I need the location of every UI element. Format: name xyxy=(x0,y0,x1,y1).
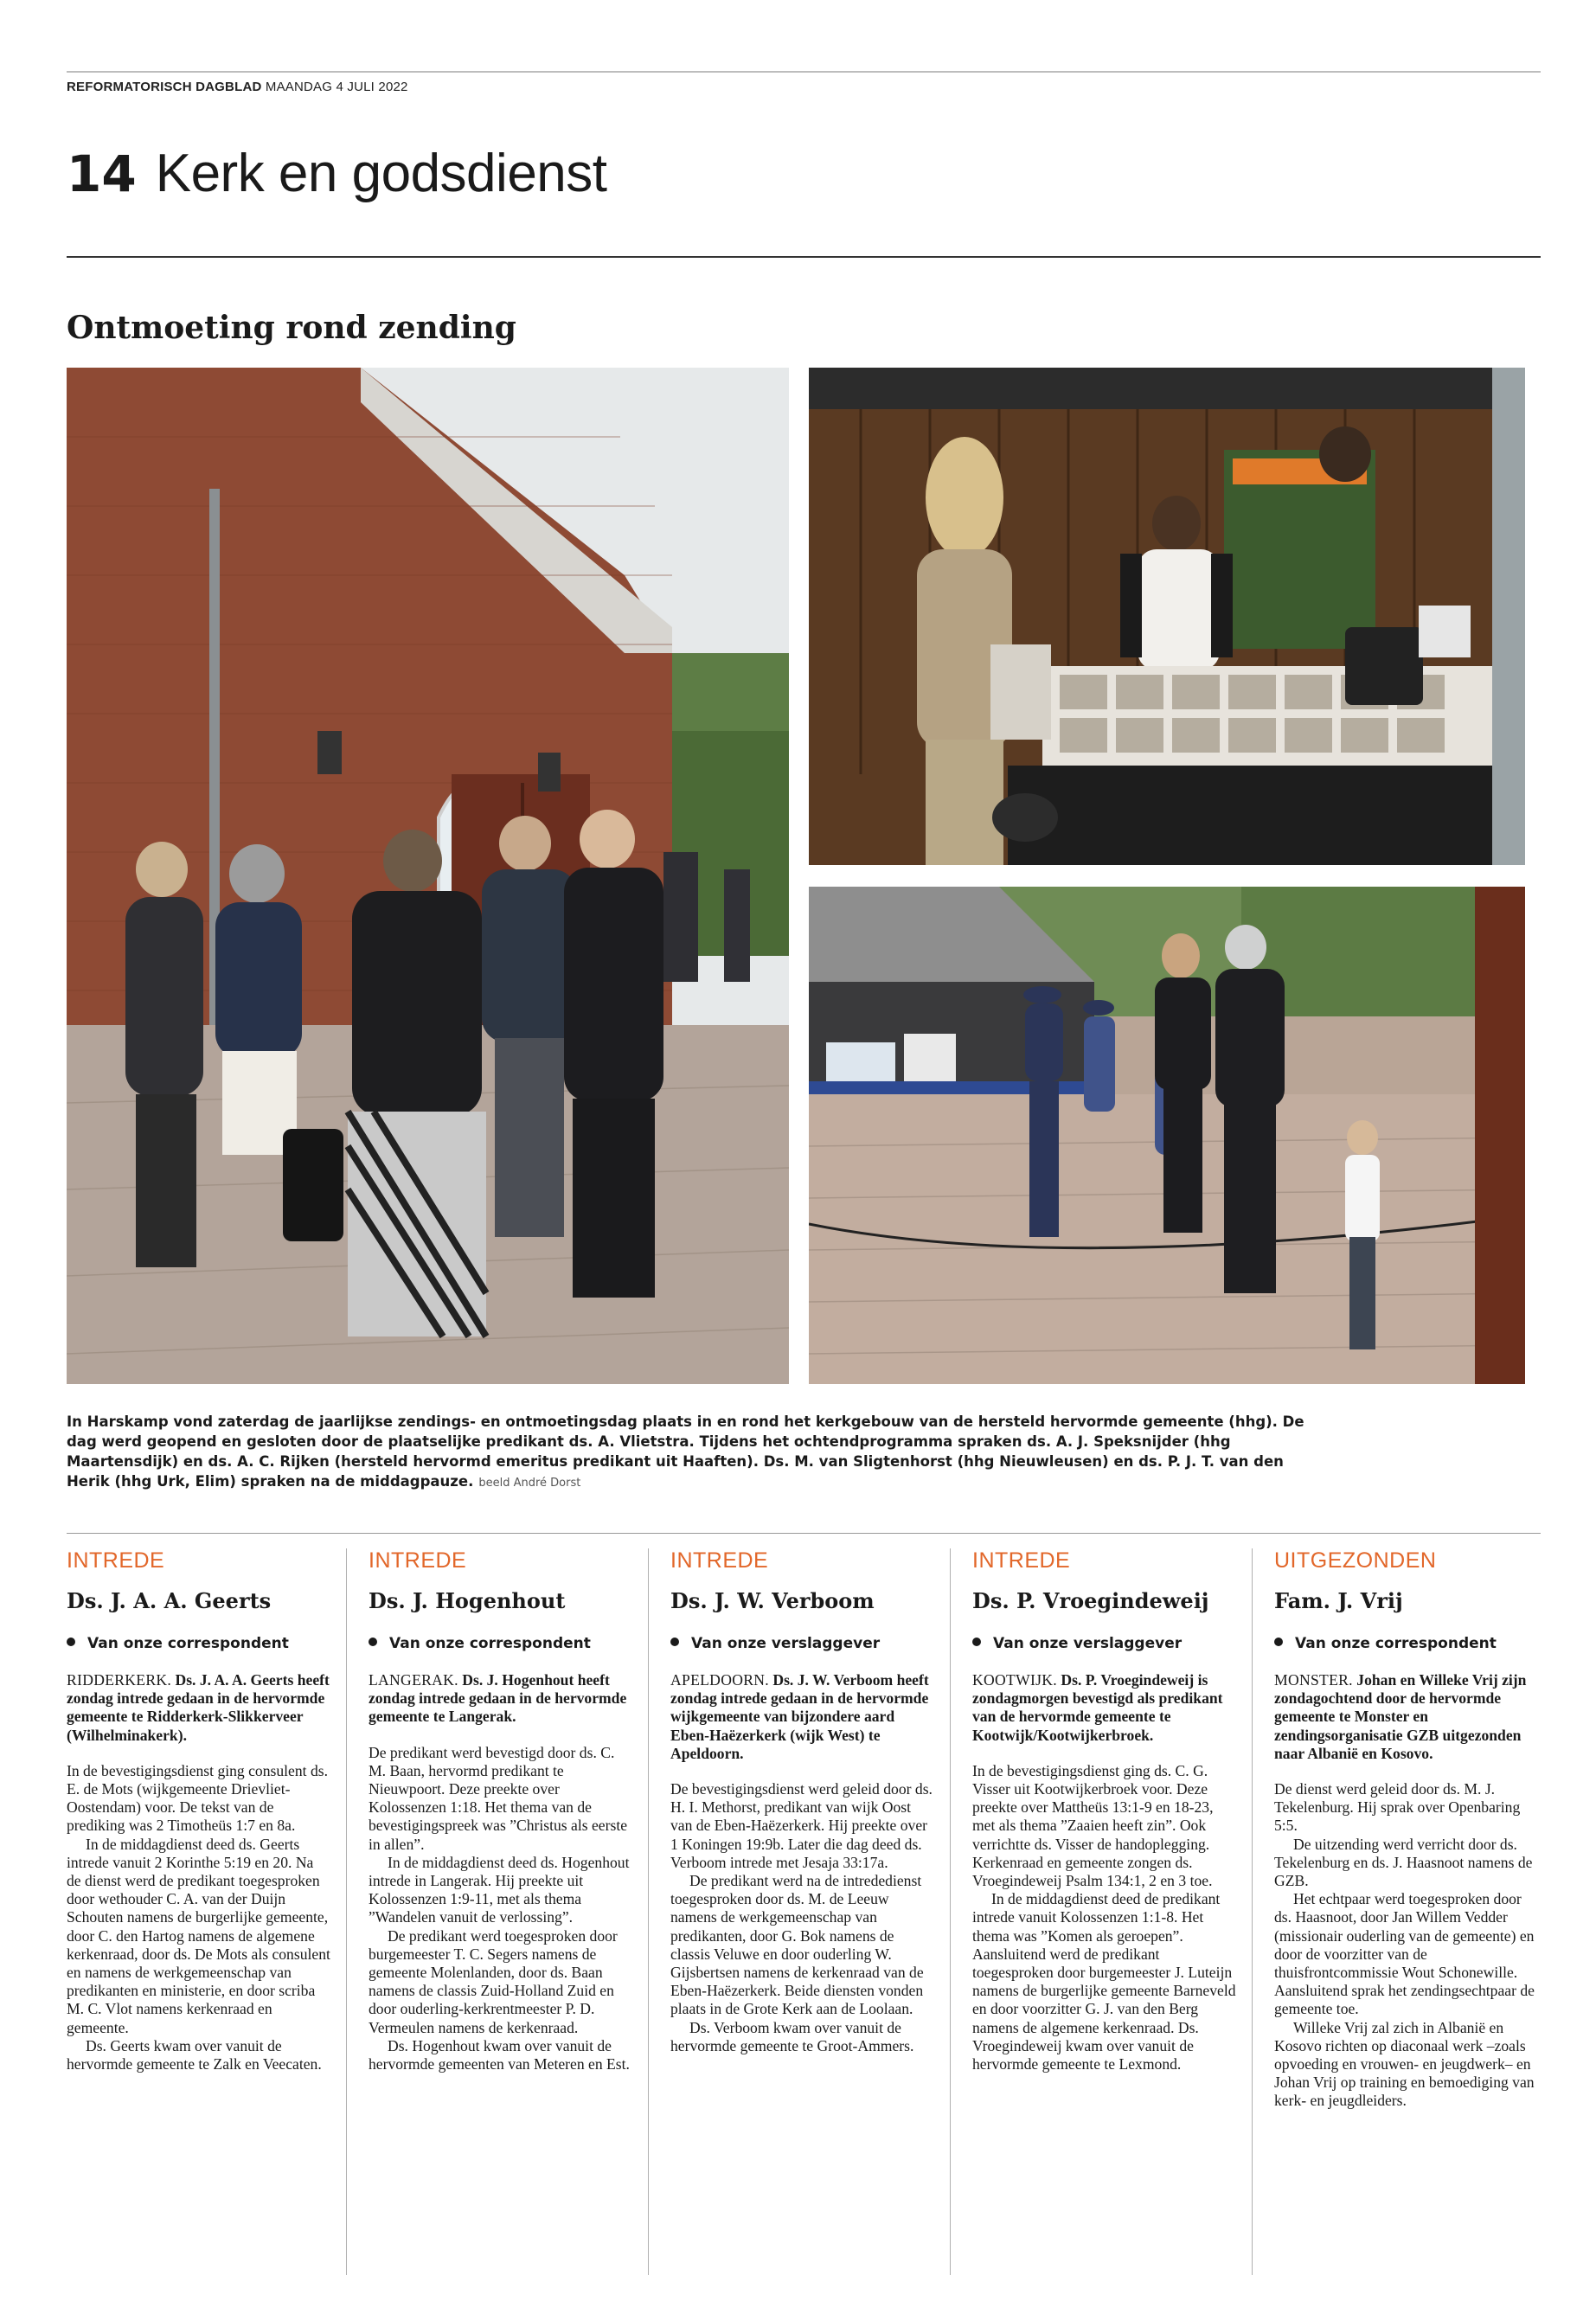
masthead-rule xyxy=(67,71,1541,73)
article-body xyxy=(1274,1671,1541,2111)
photo-caption xyxy=(67,1412,1330,1493)
article-kicker: INTREDE xyxy=(670,1548,769,1573)
articles-rule xyxy=(67,1533,1541,1534)
photo-credit: beeld André Dorst xyxy=(478,1477,581,1490)
article-body xyxy=(67,1671,331,2073)
courtyard-photo xyxy=(809,887,1525,1384)
article-byline xyxy=(670,1635,935,1657)
paper-name: REFORMATORISCH DAGBLAD xyxy=(67,80,262,94)
bullet-icon xyxy=(972,1638,981,1646)
bullet-icon xyxy=(369,1638,377,1646)
column-separator xyxy=(950,1548,951,2275)
paragraph: In de bevestigingsdienst ging ds. C. G. Visser uit Kootwijkerbroek voor. Deze preekte over Mattheüs 13:1-9 en 18-23, met als thema ”Zaaien heeft zin”. Ook verrichtte ds. Visser de handoplegging. Kerkenraad en gemeente zongen ds. Vroegindeweij Psalm 134:1, 2 en 3 toe. xyxy=(972,1761,1214,1890)
paragraph: Het echtpaar werd toegesproken door ds. Haasnoot, door Jan Willem Vedder (missionair ouderling van de gemeente) en door de voorzitter van de thuisfrontcommissie Wout Schonewille. Aansluitend sprak het zendingsechtpaar de gemeente toe. xyxy=(1274,1890,1535,2018)
column-separator xyxy=(1252,1548,1253,2275)
church-exterior-photo xyxy=(67,368,789,1384)
article-kicker: INTREDE xyxy=(67,1548,165,1573)
bullet-icon xyxy=(1274,1638,1283,1646)
article-lead xyxy=(67,1671,331,1745)
article-kicker: INTREDE xyxy=(972,1548,1071,1573)
article-lead xyxy=(972,1671,1237,1745)
article-byline xyxy=(67,1635,331,1657)
lead-text: Ds. J. Hogenhout heeft zondag intrede gedaan in de hervormde gemeente te Langerak. xyxy=(369,1671,627,1726)
paragraph: De predikant werd na de intrededienst toegesproken door ds. M. de Leeuw namens de werkgemeenschap van predikanten, door G. Bok namens de classis Veluwe en door ouderling W. Gijsbertsen namens de kerkenraad van de Eben-Haëzerkerk. Beide diensten vonden plaats in de Grote Kerk aan de Loolaan. xyxy=(670,1872,924,2018)
paragraph: In de middagdienst deed de predikant intrede vanuit Kolossenzen 1:1-8. Het thema was ”Komen als geroepen”. Aansluitend werd de predikant toegesproken door burgemeester J. Luteijn namens de burgerlijke gemeente Barneveld en door voorzitter G. J. van den Berg namens de algemene kerkenraad. Ds. Vroegindeweij kwam over vanuit de hervormde gemeente te Lexmond. xyxy=(972,1890,1236,2073)
paragraph: De dienst werd geleid door ds. M. J. Tekelenburg. Hij sprak over Openbaring 5:5. xyxy=(1274,1780,1521,1835)
issue-date: MAANDAG 4 JULI 2022 xyxy=(265,80,408,94)
article-lead xyxy=(670,1671,935,1763)
bullet-icon xyxy=(67,1638,75,1646)
article-kicker: INTREDE xyxy=(369,1548,467,1573)
article-body xyxy=(369,1671,633,2073)
paragraph: In de bevestigingsdienst ging consulent ds. E. de Mots (wijkgemeente Drievliet-Oostendam) voor. De tekst van de prediking was 2 Timotheüs 1:7 en 8a. xyxy=(67,1761,328,1835)
article-vroegindeweij xyxy=(972,1548,1237,2073)
paragraph: Ds. Verboom kwam over vanuit de hervormde gemeente te Groot-Ammers. xyxy=(670,2018,914,2054)
paragraph: In de middagdienst deed ds. Geerts intrede vanuit 2 Korinthe 5:19 en 20. Na de dienst werd de predikant toegesproken door wethouder C. A. van der Duijn Schouten namens de burgerlijke gemeente, door C. den Hartog namens de algemene kerkenraad, door ds. De Mots als consulent en namens de werkgemeenschap van predikanten en ministerie, en door scriba M. C. Vlot namens kerkenraad en gemeente. xyxy=(67,1835,330,2036)
lead-text: Johan en Willeke Vrij zijn zondagochtend door de hervormde gemeente te Monster en zendingsorganisatie GZB uitgezonden naar Albanië en Kosovo. xyxy=(1274,1671,1527,1762)
page-number: 14 xyxy=(67,144,137,203)
article-body xyxy=(670,1671,935,2055)
story-title: Ontmoeting rond zending xyxy=(67,310,516,346)
page-header xyxy=(67,144,607,204)
dateline: KOOTWIJK. xyxy=(972,1671,1057,1689)
article-headline: Ds. J. A. A. Geerts xyxy=(67,1588,272,1613)
byline-text: Van onze correspondent xyxy=(1295,1635,1497,1652)
lead-text: Ds. J. W. Verboom heeft zondag intrede gedaan in de hervormde wijkgemeente van bijzondere aard Eben-Haëzerkerk (wijk West) te Apeldoorn. xyxy=(670,1671,929,1762)
article-byline xyxy=(1274,1635,1541,1657)
article-headline: Fam. J. Vrij xyxy=(1274,1588,1403,1613)
lead-text: Ds. P. Vroegindeweij is zondagmorgen bevestigd als predikant van de hervormde gemeente te Kootwijk/Kootwijkerbroek. xyxy=(972,1671,1223,1744)
dateline: RIDDERKERK. xyxy=(67,1671,172,1689)
bullet-icon xyxy=(670,1638,679,1646)
article-headline: Ds. J. W. Verboom xyxy=(670,1588,875,1613)
byline-text: Van onze correspondent xyxy=(87,1635,289,1652)
paragraph: De uitzending werd verricht door ds. Tekelenburg en ds. J. Haasnoot namens de GZB. xyxy=(1274,1835,1533,1890)
paragraph: Ds. Hogenhout kwam over vanuit de hervormde gemeenten van Meteren en Est. xyxy=(369,2036,630,2073)
article-vrij xyxy=(1274,1548,1541,2111)
masthead xyxy=(67,80,408,94)
article-headline: Ds. P. Vroegindeweij xyxy=(972,1588,1209,1613)
paragraph: De predikant werd bevestigd door ds. C. M. Baan, hervormd predikant te Nieuwpoort. Deze preekte over Kolossenzen 1:18. Het thema van de bevestigingspreek was ”Christus als eerste in allen”. xyxy=(369,1743,628,1853)
article-headline: Ds. J. Hogenhout xyxy=(369,1588,566,1613)
column-separator xyxy=(648,1548,649,2275)
byline-text: Van onze verslaggever xyxy=(993,1635,1183,1652)
article-lead xyxy=(369,1671,633,1727)
dateline: MONSTER. xyxy=(1274,1671,1353,1689)
caption-text: In Harskamp vond zaterdag de jaarlijkse zendings- en ontmoetingsdag plaats in en rond het kerkgebouw van de hersteld hervormde gemeente (hhg). De dag werd geopend en gesloten door de plaatselijke predikant ds. A. Vlietstra. Tijdens het ochtendprogramma spraken ds. A. J. Speksnijder (hhg Maartensdijk) en ds. A. C. Rijken (hersteld hervormd emeritus predikant uit Haaften). Ds. M. van Sligtenhorst (hhg Nieuwleusen) en ds. P. J. T. van den Herik (hhg Urk, Elim) spraken na de middagpauze. xyxy=(67,1413,1304,1490)
dateline: APELDOORN. xyxy=(670,1671,769,1689)
dateline: LANGERAK. xyxy=(369,1671,458,1689)
lead-text: Ds. J. A. A. Geerts heeft zondag intrede gedaan in de hervormde gemeente te Ridderkerk-Slikkerveer (Wilhelminakerk). xyxy=(67,1671,330,1744)
paragraph: De bevestigingsdienst werd geleid door ds. H. I. Methorst, predikant van wijk Oost van de Eben-Haëzerkerk. Hij preekte over 1 Koningen 19:9b. Later die dag deed ds. Verboom intrede met Jesaja 33:17a. xyxy=(670,1780,933,1871)
article-byline xyxy=(972,1635,1237,1657)
paragraph: In de middagdienst deed ds. Hogenhout intrede in Langerak. Hij preekte uit Kolossenzen 1:9-11, met als thema ”Wandelen vanuit de verlossing”. xyxy=(369,1853,630,1926)
article-kicker: UITGEZONDEN xyxy=(1274,1548,1437,1573)
paragraph: De predikant werd toegesproken door burgemeester T. C. Segers namens de gemeente Molenlanden, door ds. Baan namens de classis Zuid-Holland Zuid en door ouderling-kerkrentmeester P. D. Vermeulen namens de kerkenraad. xyxy=(369,1926,618,2036)
article-lead xyxy=(1274,1671,1541,1763)
paragraph: Ds. Geerts kwam over vanuit de hervormde gemeente te Zalk en Veecaten. xyxy=(67,2036,322,2073)
article-geerts xyxy=(67,1548,331,2073)
article-hogenhout xyxy=(369,1548,633,2073)
header-rule xyxy=(67,256,1541,258)
article-verboom xyxy=(670,1548,935,2055)
column-separator xyxy=(346,1548,347,2275)
paragraph: Willeke Vrij zal zich in Albanië en Kosovo richten op diaconaal werk –zoals opvoeding en vrouwen- en jeugdwerk– en Johan Vrij op training en bemoediging van kerk- en jeugdleiders. xyxy=(1274,2018,1535,2110)
mission-stall-photo xyxy=(809,368,1525,865)
byline-text: Van onze correspondent xyxy=(389,1635,591,1652)
section-title: Kerk en godsdienst xyxy=(155,144,607,203)
article-byline xyxy=(369,1635,633,1657)
article-body xyxy=(972,1671,1237,2073)
byline-text: Van onze verslaggever xyxy=(691,1635,881,1652)
